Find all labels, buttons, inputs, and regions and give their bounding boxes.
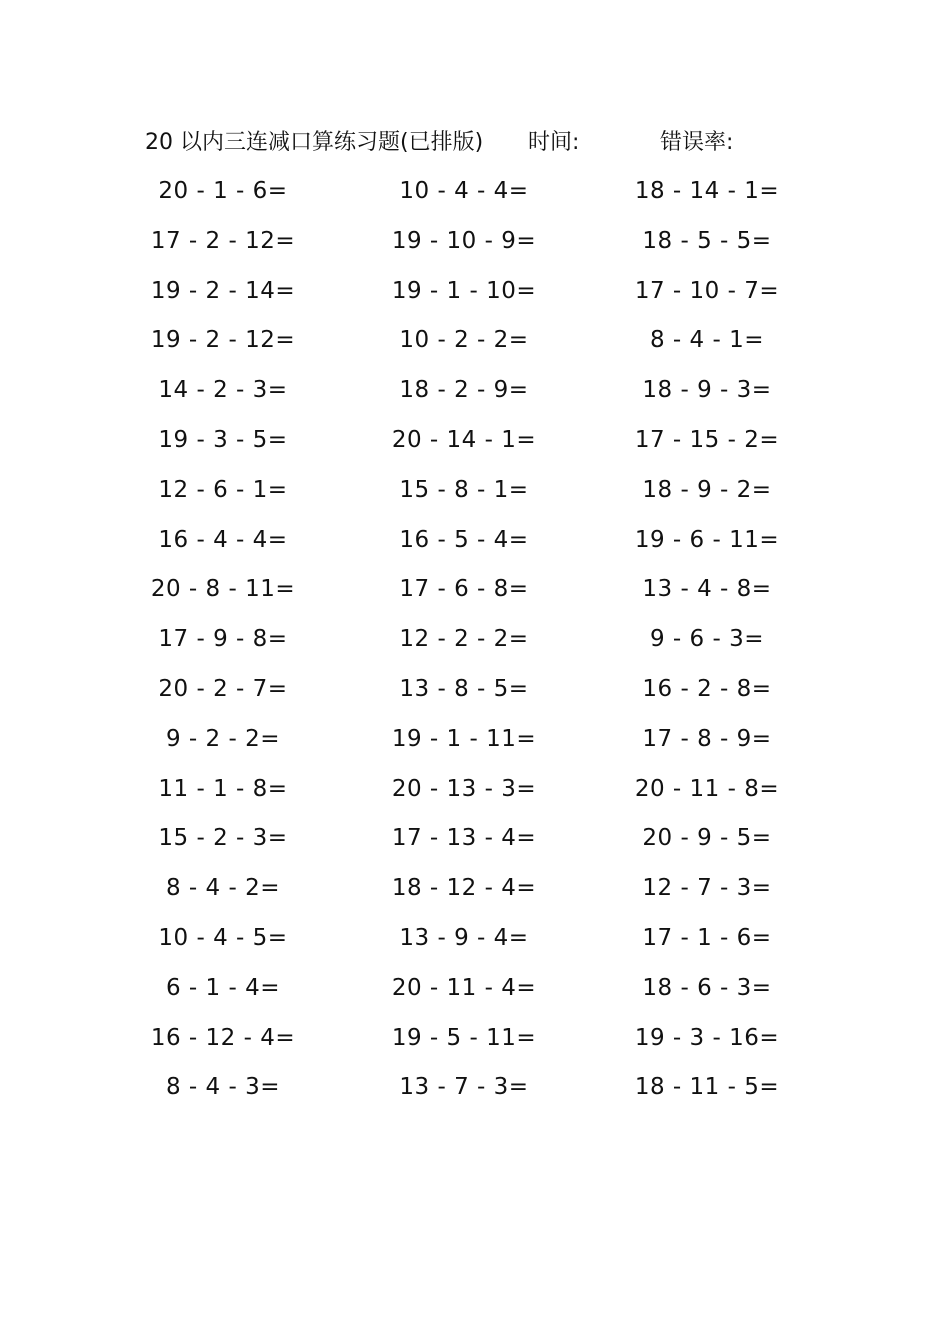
problem-item: 9 - 2 - 2= bbox=[165, 725, 280, 752]
worksheet-title: 20 以内三连减口算练习题(已排版) bbox=[145, 130, 484, 155]
problem-row bbox=[0, 670, 950, 720]
problem-item: 13 - 8 - 5= bbox=[399, 675, 529, 702]
problem-row bbox=[0, 720, 950, 770]
problem-row bbox=[0, 172, 950, 222]
error-rate-label: 错误率: bbox=[660, 130, 734, 155]
problem-row bbox=[0, 969, 950, 1019]
problem-item: 18 - 2 - 9= bbox=[399, 377, 529, 404]
problem-item: 17 - 10 - 7= bbox=[634, 277, 780, 304]
problem-item: 17 - 1 - 6= bbox=[642, 924, 772, 951]
problem-item: 19 - 1 - 10= bbox=[391, 277, 537, 304]
problem-item: 17 - 9 - 8= bbox=[158, 626, 288, 653]
problem-item: 20 - 14 - 1= bbox=[391, 426, 537, 453]
problem-item: 13 - 9 - 4= bbox=[399, 924, 529, 951]
problem-item: 20 - 8 - 11= bbox=[150, 576, 296, 603]
problem-item: 18 - 11 - 5= bbox=[634, 1074, 780, 1101]
problem-row bbox=[0, 770, 950, 820]
problem-item: 6 - 1 - 4= bbox=[165, 974, 280, 1001]
problem-item: 20 - 13 - 3= bbox=[391, 775, 537, 802]
problem-item: 17 - 15 - 2= bbox=[634, 426, 780, 453]
problem-row bbox=[0, 620, 950, 670]
problem-row bbox=[0, 321, 950, 371]
problem-row bbox=[0, 570, 950, 620]
problem-item: 20 - 1 - 6= bbox=[158, 178, 288, 204]
problem-item: 8 - 4 - 3= bbox=[165, 1074, 280, 1101]
problem-item: 19 - 3 - 16= bbox=[634, 1024, 780, 1051]
problem-item: 12 - 7 - 3= bbox=[642, 875, 772, 902]
problem-item: 19 - 3 - 5= bbox=[158, 426, 288, 453]
problem-row bbox=[0, 471, 950, 521]
problem-item: 9 - 6 - 3= bbox=[649, 626, 764, 653]
problem-row bbox=[0, 222, 950, 272]
problem-item: 18 - 6 - 3= bbox=[642, 974, 772, 1001]
problem-item: 19 - 10 - 9= bbox=[391, 227, 537, 254]
problem-item: 15 - 2 - 3= bbox=[158, 825, 288, 852]
problem-item: 16 - 12 - 4= bbox=[150, 1024, 296, 1051]
problem-item: 17 - 6 - 8= bbox=[399, 576, 529, 603]
problem-item: 18 - 9 - 3= bbox=[642, 377, 772, 404]
problem-row bbox=[0, 521, 950, 571]
problem-item: 10 - 2 - 2= bbox=[399, 327, 529, 354]
problem-item: 17 - 13 - 4= bbox=[391, 825, 537, 852]
time-label: 时间: bbox=[528, 130, 580, 155]
problem-item: 8 - 4 - 1= bbox=[649, 327, 764, 354]
problem-item: 19 - 1 - 11= bbox=[391, 725, 537, 752]
problem-row bbox=[0, 1068, 950, 1118]
problem-item: 18 - 5 - 5= bbox=[642, 227, 772, 254]
problem-row bbox=[0, 919, 950, 969]
problem-item: 8 - 4 - 2= bbox=[165, 875, 280, 902]
problem-item: 16 - 2 - 8= bbox=[642, 675, 772, 702]
problem-item: 12 - 2 - 2= bbox=[399, 626, 529, 653]
problem-item: 11 - 1 - 8= bbox=[158, 775, 288, 802]
problem-item: 15 - 8 - 1= bbox=[399, 476, 529, 503]
problem-item: 10 - 4 - 5= bbox=[158, 924, 288, 951]
problem-item: 16 - 4 - 4= bbox=[158, 526, 288, 553]
problem-item: 18 - 12 - 4= bbox=[391, 875, 537, 902]
problem-item: 10 - 4 - 4= bbox=[399, 178, 529, 204]
problem-item: 19 - 2 - 12= bbox=[150, 327, 296, 354]
problem-item: 19 - 6 - 11= bbox=[634, 526, 780, 553]
problem-item: 14 - 2 - 3= bbox=[158, 377, 288, 404]
problem-item: 20 - 11 - 8= bbox=[634, 775, 780, 802]
problem-item: 16 - 5 - 4= bbox=[399, 526, 529, 553]
problem-row bbox=[0, 272, 950, 322]
problem-row bbox=[0, 1019, 950, 1069]
problem-item: 20 - 11 - 4= bbox=[391, 974, 537, 1001]
problem-row bbox=[0, 819, 950, 869]
problem-row bbox=[0, 371, 950, 421]
problem-item: 20 - 9 - 5= bbox=[642, 825, 772, 852]
problem-item: 18 - 14 - 1= bbox=[634, 178, 780, 204]
problem-item: 19 - 5 - 11= bbox=[391, 1024, 537, 1051]
worksheet-header bbox=[0, 126, 950, 160]
problem-item: 19 - 2 - 14= bbox=[150, 277, 296, 304]
problem-item: 13 - 7 - 3= bbox=[399, 1074, 529, 1101]
problem-item: 17 - 8 - 9= bbox=[642, 725, 772, 752]
problem-item: 18 - 9 - 2= bbox=[642, 476, 772, 503]
problem-item: 20 - 2 - 7= bbox=[158, 675, 288, 702]
problem-row bbox=[0, 421, 950, 471]
problem-item: 13 - 4 - 8= bbox=[642, 576, 772, 603]
problem-item: 12 - 6 - 1= bbox=[158, 476, 288, 503]
problem-grid bbox=[0, 172, 950, 1118]
problem-item: 17 - 2 - 12= bbox=[150, 227, 296, 254]
problem-row bbox=[0, 869, 950, 919]
